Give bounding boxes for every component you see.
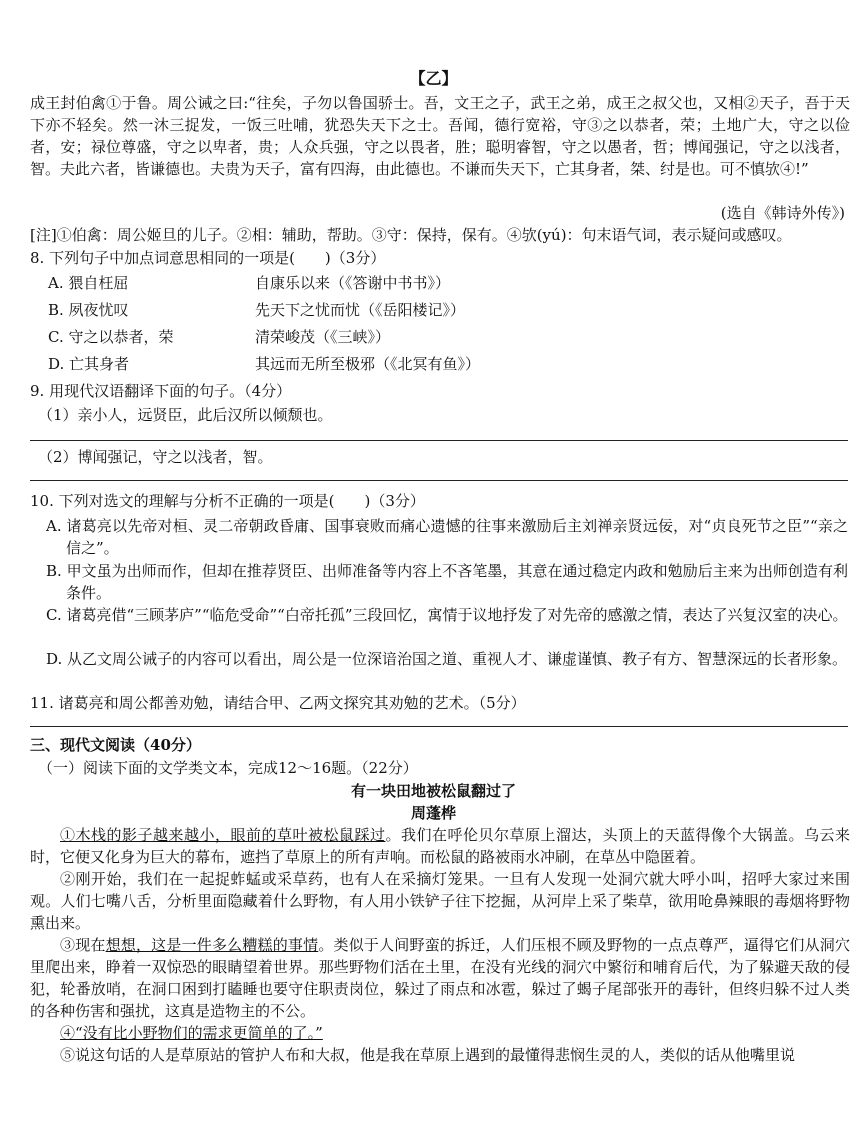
question-11: 11. 诸葛亮和周公都善劝勉，请结合甲、乙两文探究其劝勉的艺术。（5分）: [30, 694, 526, 712]
question-9: 9. 用现代汉语翻译下面的句子。（4分）: [30, 382, 292, 400]
paragraph-1-rest: 。我们在呼伦贝尔草原上溜达，头顶上的天蓝得像个大锅盖。乌云来时，它便又化身为巨大的幕布，遮挡了草原上的所有声响。而松鼠的路被雨水冲刷，在草丛中隐匿着。: [30, 826, 850, 866]
question-8: 8. 下列句子中加点词意思相同的一项是( )（3分）: [30, 249, 386, 267]
answer-line[interactable]: [30, 480, 848, 481]
q8-option-c-right: 清荣峻茂（《三峡》）: [255, 328, 391, 346]
paragraph-4: ④“没有比小野物们的需求更简单的了。”: [60, 1024, 323, 1042]
answer-line[interactable]: [30, 726, 848, 727]
q8-option-b-right: 先天下之忧而忧（《岳阳楼记》）: [255, 301, 466, 319]
story-author: 周蓬桦: [410, 804, 456, 822]
paragraph-1: [30, 824, 850, 868]
paragraph-3-rest: 。类似于人间野蛮的拆迁，人们压根不顾及野物的一点点尊严，逼得它们从洞穴里爬出来，睁着一双惊恐的眼睛望着世界。那些野物们活在土里，在没有光线的洞穴中繁衍和哺育后代，为了躲避天敌的侵犯，轮番放哨，在洞口困到打瞌睡也要守住职责岗位，躲过了雨点和冰雹，躲过了蝎子尾部张开的毒针，但终归躲不过人类的各种伤害和强扰，这真是造物主的不公。: [30, 936, 850, 1020]
q8-option-d-left: D. 亡其身者: [48, 355, 130, 373]
paragraph-5: ⑤说这句话的人是草原站的管护人布和大叔，他是我在草原上遇到的最懂得悲悯生灵的人，类似的话从他嘴里说: [60, 1046, 796, 1064]
q10-option-b: B. 甲文虽为出师而作，但却在推荐贤臣、出师准备等内容上不吝笔墨，其意在通过稳定内政和勉励后主来为出师创造有利条件。: [46, 562, 848, 602]
q10-option-a: A. 诸葛亮以先帝对桓、灵二帝朝政昏庸、国事衰败而痛心遗憾的往事来激励后主刘禅亲贤远佞，对“贞良死节之臣”“亲之信之”。: [46, 517, 848, 557]
story-title: 有一块田地被松鼠翻过了: [350, 782, 516, 800]
paragraph-2: ②刚开始，我们在一起捉蚱蜢或采草药，也有人在采摘灯笼果。一旦有人发现一处洞穴就大呼小叫，招呼大家过来围观。人们七嘴八舌，分析里面隐藏着什么野物，有人用小铁铲子往下挖掘，从河岸上采了柴草，欲用呛鼻辣眼的毒烟将野物熏出来。: [30, 870, 850, 932]
paragraph-1-underlined: ①木栈的影子越来越小，眼前的草叶被松鼠踩过: [60, 826, 386, 844]
yi-passage: 成王封伯禽①于鲁。周公诫之曰:“往矣，子勿以鲁国骄士。吾，文王之子，武王之弟，成王之叔父也，又相②天子，吾于天下亦不轻矣。然一沐三捉发，一饭三吐哺，犹恐失天下之士。吾闻，德行宽裕，守③之以恭者，荣；土地广大，守之以俭者，安；禄位尊盛，守之以卑者，贵；人众兵强，守之以畏者，胜；聪明睿智，守之以愚者，哲；博闻强记，守之以浅者，智。夫此六者，皆谦德也。夫贵为天子，富有四海，由此德也。不谦而失天下，亡其身者，桀、纣是也。可不慎欤④!”: [30, 94, 850, 178]
q8-option-d-right: 其远而无所至极邪（《北冥有鱼》）: [255, 355, 481, 373]
q8-option-c-left: C. 守之以恭者，荣: [48, 328, 174, 346]
question-9-2: （2）博闻强记，守之以浅者，智。: [38, 448, 273, 466]
annotation-note: [注]①伯禽：周公姬旦的儿子。②相：辅助，帮助。③守：保持，保有。④欤(yú)：句末语气词，表示疑问或感叹。: [30, 226, 792, 244]
q8-option-b-left: B. 夙夜忧叹: [48, 301, 129, 319]
subsection-1-heading: （一）阅读下面的文学类文本，完成12～16题。（22分）: [38, 759, 418, 777]
q8-option-a-right: 自康乐以来（《答谢中书书》）: [255, 274, 451, 292]
answer-line[interactable]: [30, 440, 848, 441]
q10-option-d: D. 从乙文周公诫子的内容可以看出，周公是一位深谙治国之道、重视人才、谦虚谨慎、教子有方、智慧深远的长者形象。: [46, 650, 848, 668]
q10-option-c: C. 诸葛亮借“三顾茅庐”“临危受命”“白帝托孤”三段回忆，寓情于议地抒发了对先帝的感激之情，表达了兴复汉室的决心。: [46, 606, 848, 624]
paragraph-3-underlined: 想想，这是一件多么糟糕的事情: [105, 936, 319, 954]
yi-source: (选自《韩诗外传》): [720, 204, 845, 222]
question-9-1: （1）亲小人，远贤臣，此后汉所以倾颓也。: [38, 406, 333, 424]
paragraph-3-start: ③现在: [60, 936, 106, 954]
q8-option-a-left: A. 猥自枉屈: [48, 274, 129, 292]
section-3-heading: 三、现代文阅读（40分）: [30, 736, 201, 754]
question-10: 10. 下列对选文的理解与分析不正确的一项是( )（3分）: [30, 492, 425, 510]
section-title-yi: 【乙】: [409, 69, 458, 88]
paragraph-3: [30, 934, 850, 1022]
